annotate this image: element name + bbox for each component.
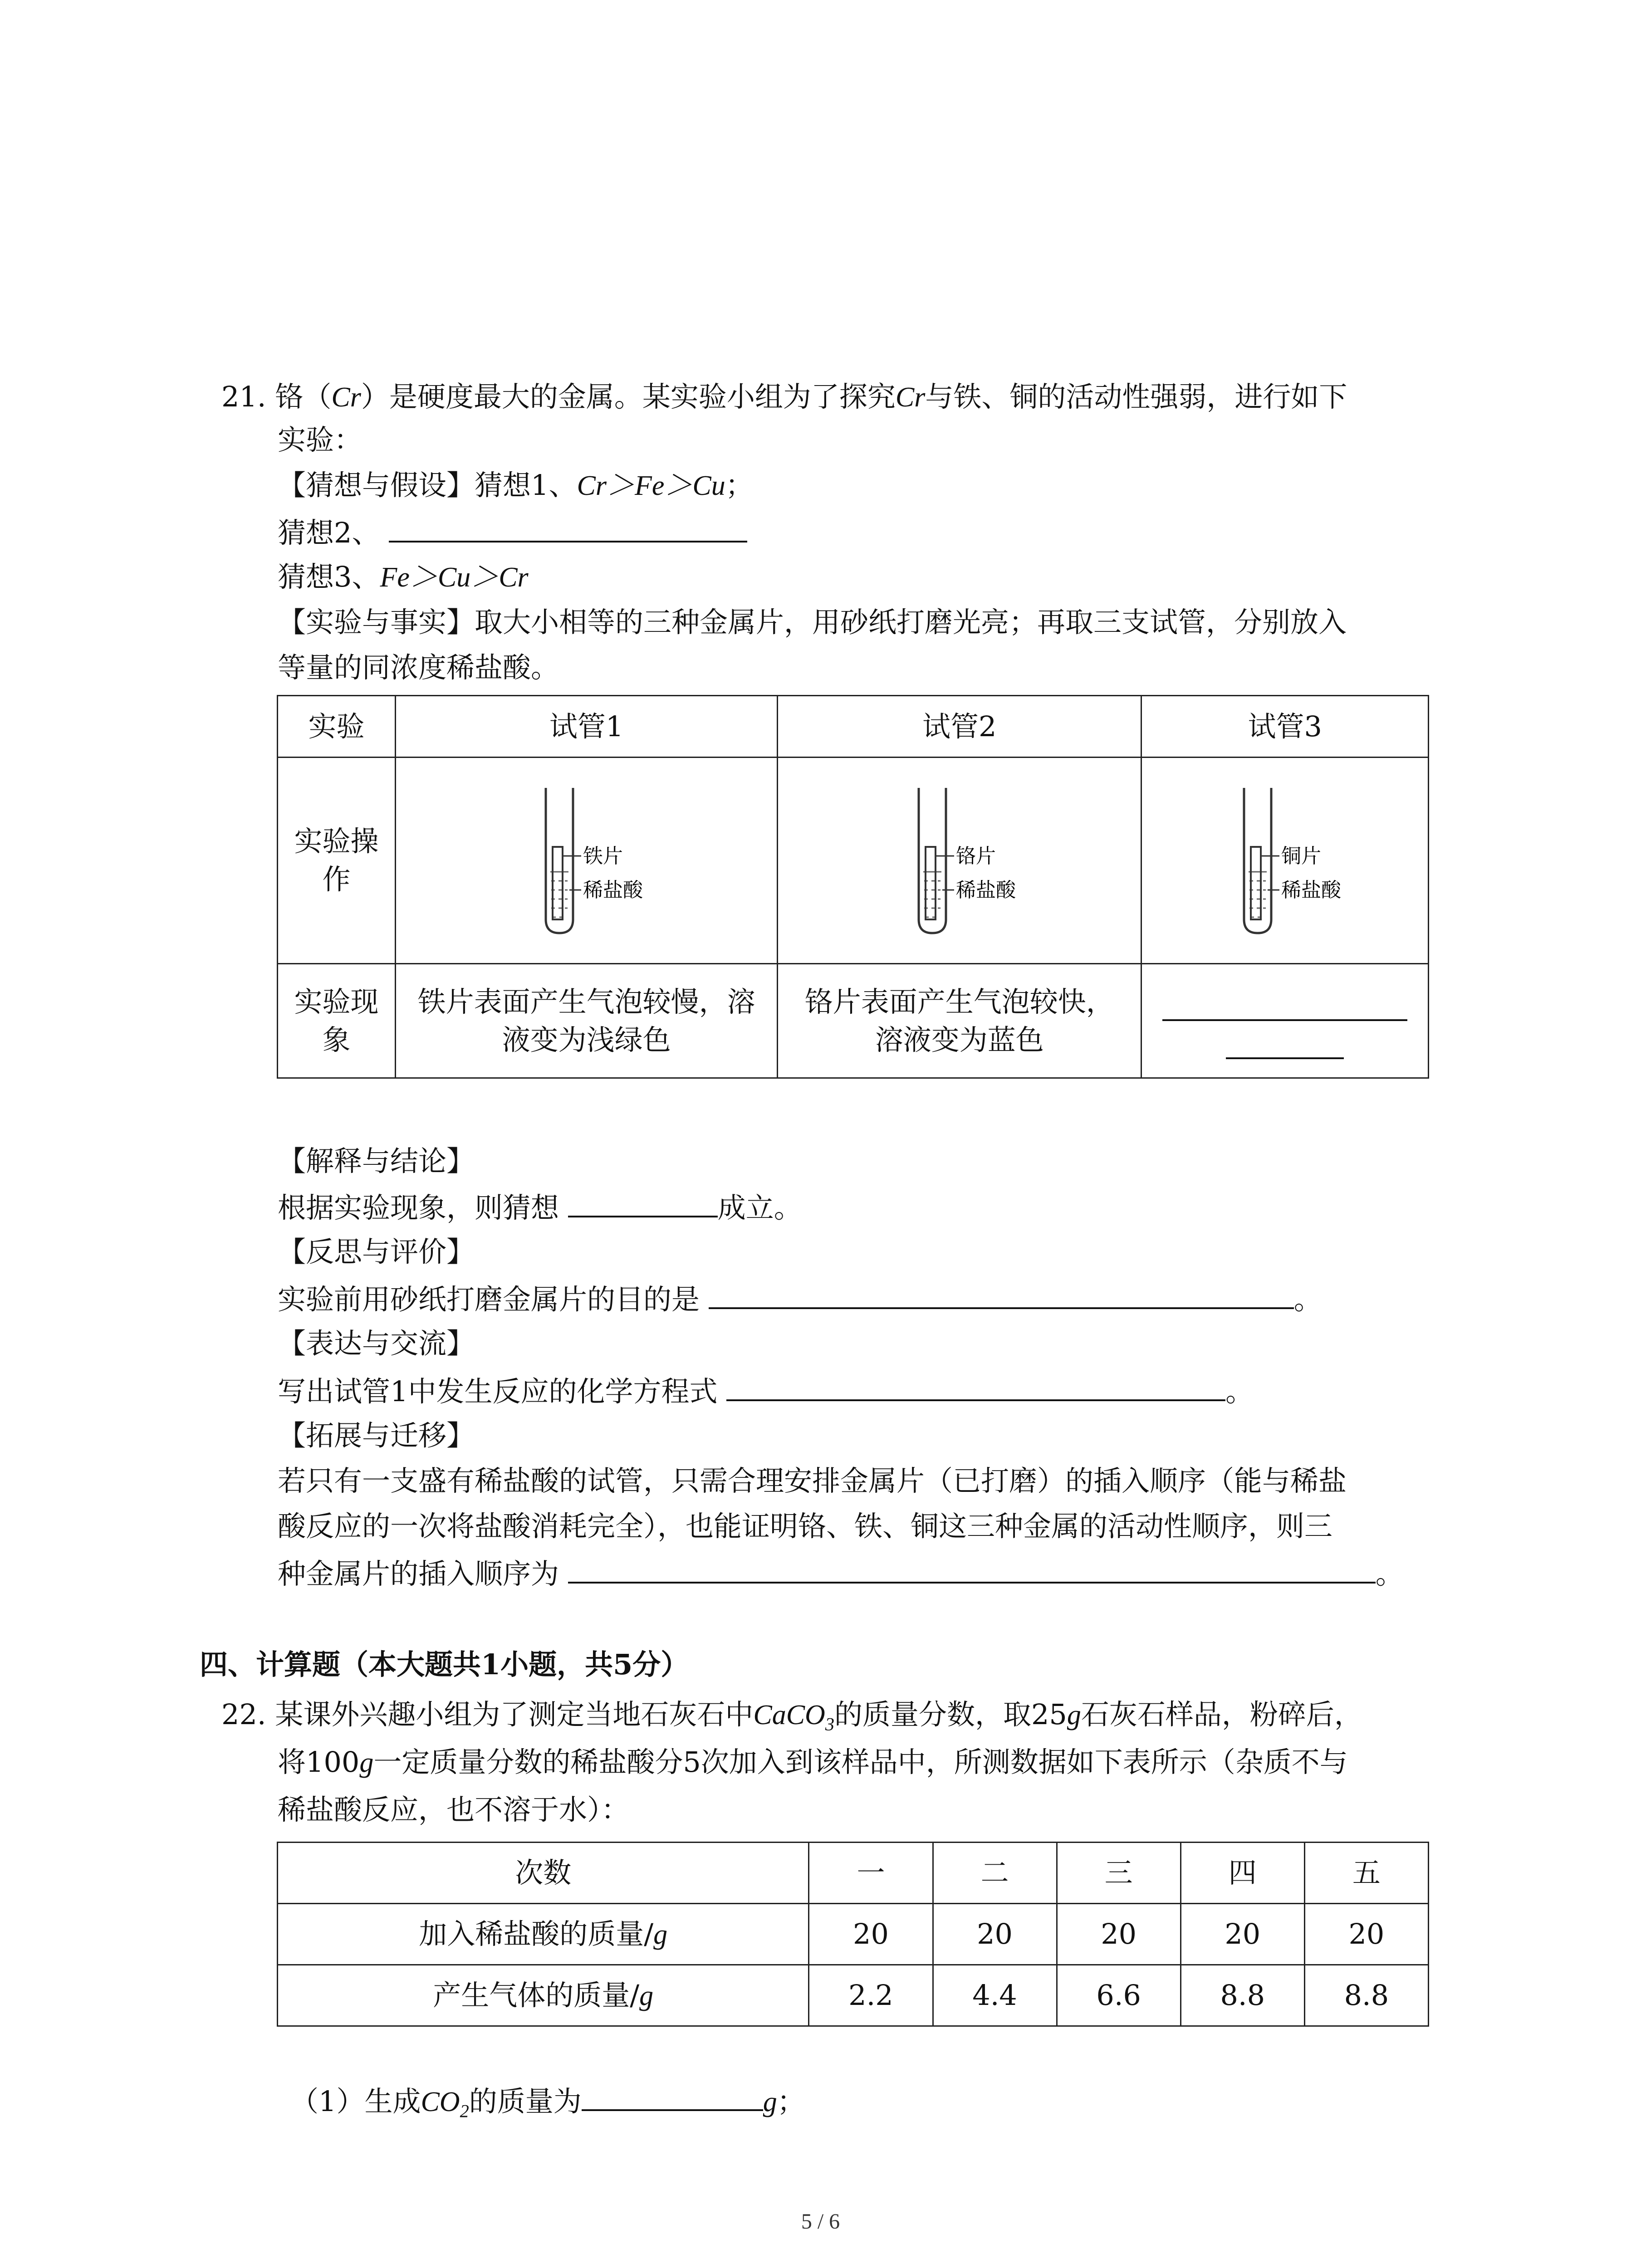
experiment-table bbox=[277, 695, 1429, 1079]
hyp1-prefix: 猜想1、 bbox=[475, 469, 577, 502]
tube3-acid-label: 稀盐酸 bbox=[1281, 879, 1342, 902]
express-answer-blank[interactable] bbox=[726, 1372, 1225, 1401]
explain-text-b: 成立。 bbox=[717, 1191, 802, 1224]
q21-intro-c: 与铁、铜的活动性强弱，进行如下 bbox=[925, 380, 1347, 413]
operation-label-1: 实验操 bbox=[294, 825, 379, 858]
extend-end: 。 bbox=[1375, 1557, 1404, 1590]
sub1-answer-blank[interactable] bbox=[582, 2082, 763, 2111]
hyp2-answer-blank[interactable] bbox=[389, 513, 747, 543]
test-tube-3-glass bbox=[1244, 788, 1271, 933]
explain-heading: 【解释与结论】 bbox=[278, 1144, 475, 1178]
experiment-table-operation-row bbox=[278, 758, 1429, 964]
hyp1-formula: Cr＞Fe＞Cu bbox=[577, 470, 725, 501]
acid-row-label bbox=[278, 1904, 809, 1965]
data-table-header-label: 次数 bbox=[278, 1843, 809, 1904]
sub1-b: 的质量为 bbox=[469, 2085, 582, 2118]
observation-tube2-line-1: 铬片表面产生气泡较快， bbox=[804, 985, 1114, 1018]
q21-hypothesis-1 bbox=[278, 467, 754, 504]
tube1-acid-label: 稀盐酸 bbox=[583, 879, 643, 902]
reflect-line bbox=[278, 1280, 1322, 1318]
q22-line2-a: 将100 bbox=[278, 1745, 360, 1779]
explain-answer-blank[interactable] bbox=[568, 1188, 718, 1217]
header-cell-tube3: 试管3 bbox=[1141, 696, 1429, 758]
q21-hypothesis-2 bbox=[278, 513, 747, 551]
gas-value-3: 6.6 bbox=[1057, 1965, 1181, 2026]
tube1-diagram-cell bbox=[396, 758, 778, 964]
experiment-table-observation-row bbox=[278, 964, 1429, 1078]
data-table-acid-row bbox=[278, 1904, 1429, 1965]
experiment-heading: 【实验与事实】 bbox=[278, 606, 475, 639]
data-table-col-5: 五 bbox=[1304, 1843, 1428, 1904]
q21-hypothesis-3 bbox=[278, 559, 529, 596]
tube3-metal-label: 铜片 bbox=[1281, 845, 1322, 868]
gas-row-label bbox=[278, 1965, 809, 2026]
q22-line1-c: 石灰石样品，粉碎后， bbox=[1081, 1698, 1362, 1731]
acid-row-label-text: 加入稀盐酸的质量/ bbox=[419, 1917, 654, 1950]
gas-value-1: 2.2 bbox=[809, 1965, 933, 2026]
data-table-col-1: 一 bbox=[809, 1843, 933, 1904]
acid-row-unit: g bbox=[653, 1919, 668, 1950]
header-cell-tube2: 试管2 bbox=[778, 696, 1141, 758]
q21-line-1 bbox=[221, 379, 1347, 415]
hyp2-prefix: 猜想2、 bbox=[278, 516, 380, 549]
gas-row-unit: g bbox=[639, 1980, 654, 2011]
sub1-a: （1）生成 bbox=[290, 2085, 421, 2118]
q21-cr-symbol-2: Cr bbox=[895, 382, 926, 413]
q22-line2-unit: g bbox=[359, 1747, 374, 1778]
test-tube-2-diagram bbox=[901, 783, 1019, 938]
operation-label-cell bbox=[278, 758, 396, 964]
hypothesis-heading: 【猜想与假设】 bbox=[278, 469, 475, 502]
express-line bbox=[278, 1372, 1254, 1410]
q22-number: 22. bbox=[221, 1698, 266, 1731]
q21-experiment-line-1 bbox=[278, 604, 1347, 640]
reflect-heading: 【反思与评价】 bbox=[278, 1235, 475, 1268]
test-tube-2-glass bbox=[919, 788, 946, 933]
q21-cr-symbol: Cr bbox=[331, 382, 361, 413]
section-4-heading: 四、计算题（本大题共1小题，共5分） bbox=[200, 1648, 689, 1681]
extend-line-3 bbox=[278, 1554, 1404, 1592]
data-table bbox=[277, 1842, 1429, 2027]
observation-tube2-cell bbox=[778, 964, 1141, 1078]
express-text: 写出试管1中发生反应的化学方程式 bbox=[278, 1375, 718, 1408]
q21-intro-a: 铬（ bbox=[275, 380, 332, 413]
data-table-col-3: 三 bbox=[1057, 1843, 1181, 1904]
experiment-text-1: 取大小相等的三种金属片，用砂纸打磨光亮；再取三支试管，分别放入 bbox=[475, 606, 1347, 639]
acid-value-3: 20 bbox=[1057, 1904, 1181, 1965]
q21-number: 21. bbox=[221, 380, 266, 413]
hyp3-prefix: 猜想3、 bbox=[278, 560, 380, 593]
extend-line-2: 酸反应的一次将盐酸消耗完全），也能证明铬、铁、铜这三种金属的活动性顺序，则三 bbox=[278, 1510, 1333, 1543]
explain-text-a: 根据实验现象，则猜想 bbox=[278, 1191, 559, 1224]
gas-value-5: 8.8 bbox=[1304, 1965, 1428, 2026]
q22-line-2 bbox=[278, 1744, 1348, 1781]
reflect-text: 实验前用砂纸打磨金属片的目的是 bbox=[278, 1283, 700, 1316]
sub1-co2-subscript: 2 bbox=[460, 2101, 469, 2121]
gas-value-4: 8.8 bbox=[1181, 1965, 1304, 2026]
acid-value-2: 20 bbox=[933, 1904, 1057, 1965]
q22-line1-unit: g bbox=[1067, 1700, 1081, 1730]
observation-tube2-line-2: 溶液变为蓝色 bbox=[875, 1023, 1044, 1056]
tube2-diagram-cell bbox=[778, 758, 1141, 964]
q21-line-2: 实验： bbox=[278, 423, 362, 456]
header-cell-experiment: 实验 bbox=[278, 696, 396, 758]
tube3-diagram-cell bbox=[1141, 758, 1429, 964]
tube2-metal-label: 铬片 bbox=[955, 845, 996, 868]
observation-tube1-line-2: 液变为浅绿色 bbox=[502, 1023, 671, 1056]
acid-value-1: 20 bbox=[809, 1904, 933, 1965]
test-tube-1-glass bbox=[546, 788, 573, 933]
acid-value-5: 20 bbox=[1304, 1904, 1428, 1965]
data-table-col-4: 四 bbox=[1181, 1843, 1304, 1904]
observation-tube3-blank-1[interactable] bbox=[1162, 1017, 1407, 1021]
q22-sub-question-1 bbox=[290, 2082, 805, 2129]
observation-label-cell bbox=[278, 964, 396, 1078]
data-table-gas-row bbox=[278, 1965, 1429, 2026]
observation-label-2: 象 bbox=[322, 1023, 351, 1056]
q21-intro-b: ）是硬度最大的金属。某实验小组为了探究 bbox=[361, 380, 896, 413]
header-cell-tube1: 试管1 bbox=[396, 696, 778, 758]
data-table-header-row bbox=[278, 1843, 1429, 1904]
hyp3-formula: Fe＞Cu＞Cr bbox=[380, 562, 529, 593]
q22-line2-b: 一定质量分数的稀盐酸分5次加入到该样品中，所测数据如下表所示（杂质不与 bbox=[373, 1745, 1348, 1779]
q22-caco3-symbol: CaCO bbox=[753, 1700, 825, 1730]
extend-heading: 【拓展与迁移】 bbox=[278, 1419, 475, 1452]
q22-caco3-subscript: 3 bbox=[825, 1714, 834, 1735]
gas-row-label-text: 产生气体的质量/ bbox=[433, 1978, 640, 2012]
reflect-end: 。 bbox=[1293, 1283, 1322, 1316]
acid-value-4: 20 bbox=[1181, 1904, 1304, 1965]
observation-tube3-cell[interactable] bbox=[1141, 964, 1429, 1078]
express-end: 。 bbox=[1225, 1375, 1254, 1408]
q22-line-3: 稀盐酸反应，也不溶于水）： bbox=[278, 1793, 630, 1826]
express-heading: 【表达与交流】 bbox=[278, 1327, 475, 1360]
sub1-co2-symbol: CO bbox=[421, 2087, 460, 2117]
observation-tube1-line-1: 铁片表面产生气泡较慢，溶 bbox=[417, 985, 755, 1018]
test-tube-1-diagram bbox=[528, 783, 646, 938]
q22-line1-a: 某课外兴趣小组为了测定当地石灰石中 bbox=[275, 1698, 754, 1731]
gas-value-2: 4.4 bbox=[933, 1965, 1057, 2026]
hyp1-suffix: ； bbox=[725, 469, 754, 502]
data-table-col-2: 二 bbox=[933, 1843, 1057, 1904]
reflect-answer-blank[interactable] bbox=[709, 1280, 1294, 1309]
extend-line-1: 若只有一支盛有稀盐酸的试管，只需合理安排金属片（已打磨）的插入顺序（能与稀盐 bbox=[278, 1464, 1347, 1497]
sub1-unit: g bbox=[763, 2087, 777, 2117]
sub1-end: ； bbox=[777, 2085, 805, 2118]
tube2-acid-label: 稀盐酸 bbox=[955, 879, 1016, 902]
test-tube-3-diagram bbox=[1226, 783, 1344, 938]
operation-label-2: 作 bbox=[322, 863, 351, 896]
page-number: 5 / 6 bbox=[801, 2209, 840, 2234]
q22-line1-b: 的质量分数，取25 bbox=[834, 1698, 1067, 1731]
extend-answer-blank[interactable] bbox=[568, 1554, 1376, 1584]
observation-tube3-blank-2[interactable] bbox=[1226, 1056, 1344, 1059]
observation-label-1: 实验现 bbox=[294, 985, 379, 1018]
experiment-table-header-row bbox=[278, 696, 1429, 758]
q22-line-1 bbox=[221, 1696, 1362, 1742]
tube1-metal-label: 铁片 bbox=[583, 845, 623, 868]
q21-experiment-line-2: 等量的同浓度稀盐酸。 bbox=[278, 651, 559, 684]
observation-tube1-cell bbox=[396, 964, 778, 1078]
extend-text-3: 种金属片的插入顺序为 bbox=[278, 1557, 559, 1590]
explain-line bbox=[278, 1188, 802, 1226]
